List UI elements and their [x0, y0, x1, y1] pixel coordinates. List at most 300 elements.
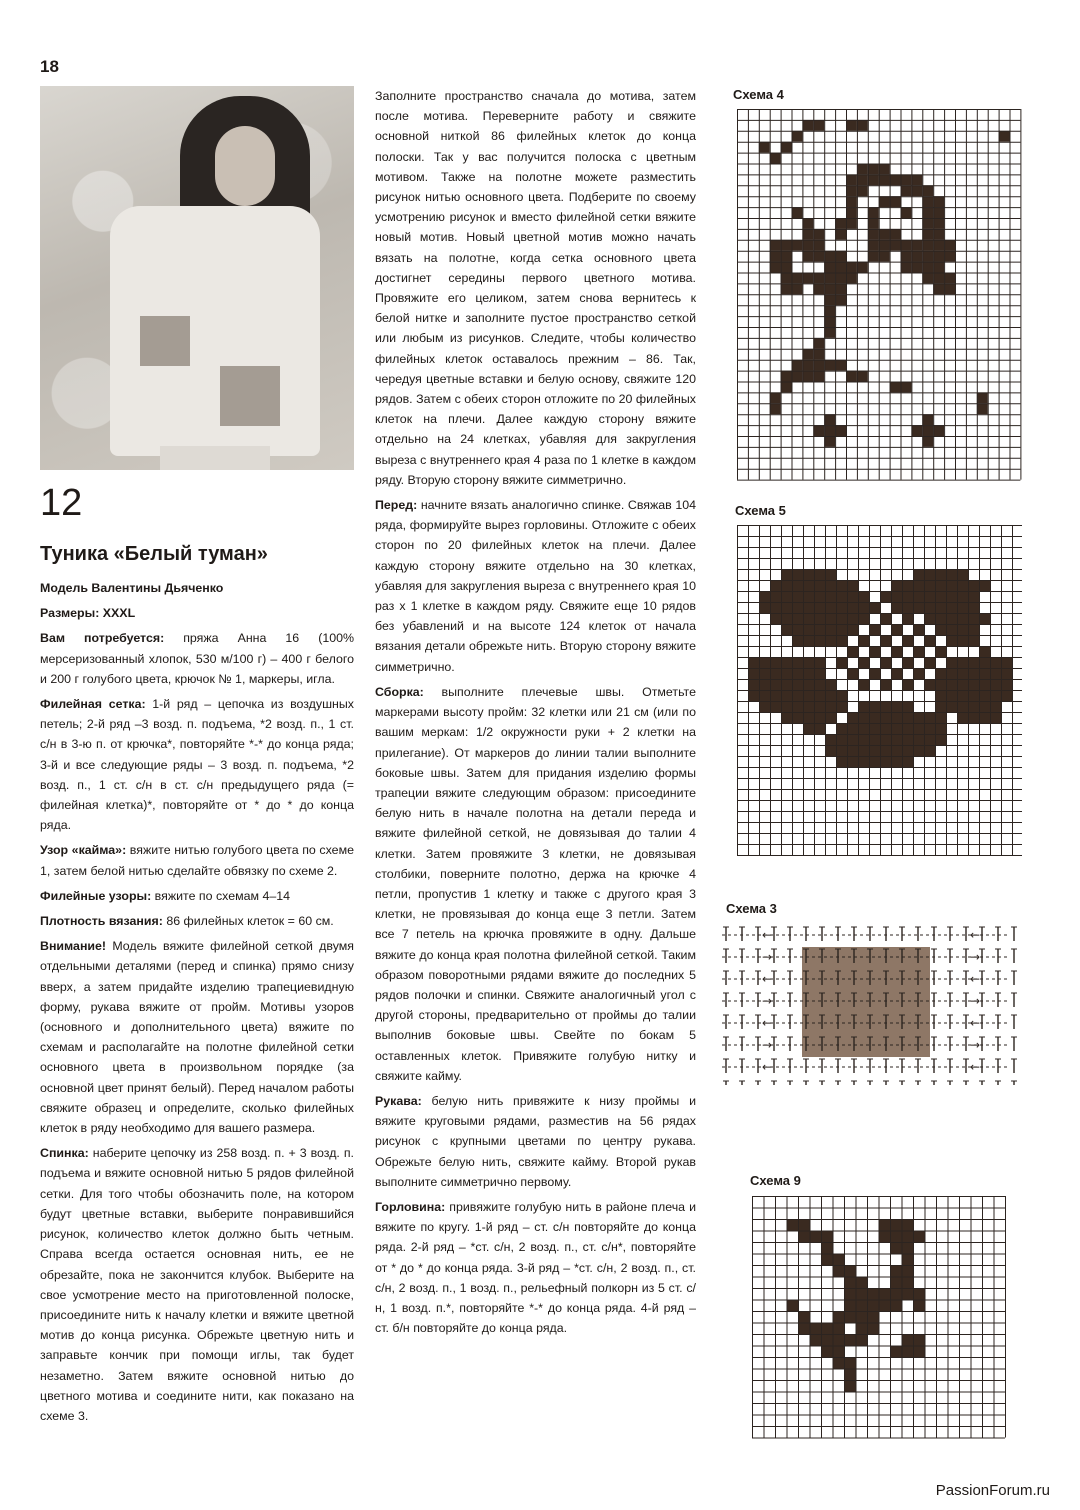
filled-cell: [868, 229, 879, 240]
filled-cell: [792, 371, 803, 382]
filled-cell: [825, 624, 836, 635]
filled-cell: [879, 1219, 891, 1231]
filled-cell: [946, 602, 957, 613]
filled-cell: [913, 624, 924, 635]
filled-cell: [869, 646, 880, 657]
filled-cell: [879, 174, 890, 185]
filled-cell: [847, 646, 858, 657]
filled-cell: [869, 723, 880, 734]
filled-cell: [902, 1265, 914, 1277]
filled-cell: [890, 1300, 902, 1312]
filled-cell: [957, 580, 968, 591]
filled-cell: [836, 756, 847, 767]
filled-cell: [968, 613, 979, 624]
filled-cell: [792, 273, 803, 284]
filled-cell: [814, 701, 825, 712]
filled-cell: [858, 657, 869, 668]
filled-cell: [835, 229, 846, 240]
filled-cell: [913, 723, 924, 734]
filled-cell: [748, 668, 759, 679]
filled-cell: [891, 712, 902, 723]
filled-cell: [836, 701, 847, 712]
filled-cell: [835, 283, 846, 294]
row-arrow: →: [762, 1038, 773, 1052]
filled-cell: [781, 602, 792, 613]
filled-cell: [944, 273, 955, 284]
filled-cell: [935, 624, 946, 635]
row-arrow: ←: [970, 1016, 981, 1030]
filled-cell: [879, 1231, 891, 1243]
filled-cell: [911, 240, 922, 251]
filled-cell: [792, 580, 803, 591]
filled-cell: [901, 251, 912, 262]
filled-cell: [944, 240, 955, 251]
filled-cell: [825, 580, 836, 591]
filled-cell: [935, 580, 946, 591]
filled-cell: [770, 392, 781, 403]
filled-cell: [890, 1219, 902, 1231]
filled-cell: [836, 580, 847, 591]
filled-cell: [891, 745, 902, 756]
filled-cell: [833, 1311, 845, 1323]
filled-cell: [858, 591, 869, 602]
filled-cell: [759, 657, 770, 668]
filled-cell: [922, 207, 933, 218]
filled-cell: [946, 635, 957, 646]
filled-cell: [946, 580, 957, 591]
filled-cell: [902, 723, 913, 734]
filled-cell: [879, 251, 890, 262]
filled-cell: [792, 690, 803, 701]
row-arrow: ←: [762, 928, 773, 942]
filled-cell: [846, 196, 857, 207]
filled-cell: [770, 251, 781, 262]
filled-cell: [922, 436, 933, 447]
filled-cell: [968, 690, 979, 701]
filled-cell: [924, 712, 935, 723]
filled-cell: [846, 273, 857, 284]
filled-cell: [824, 414, 835, 425]
filled-cell: [813, 283, 824, 294]
filled-cell: [833, 1334, 845, 1346]
filled-cell: [933, 218, 944, 229]
filled-cell: [979, 690, 990, 701]
filled-cell: [911, 185, 922, 196]
model-photo: [40, 86, 354, 470]
filled-cell: [890, 1242, 902, 1254]
filled-cell: [846, 120, 857, 131]
filled-cell: [770, 679, 781, 690]
filled-cell: [858, 723, 869, 734]
filled-cell: [880, 734, 891, 745]
filled-cell: [913, 1288, 925, 1300]
section-number: 12: [40, 482, 83, 524]
filled-cell: [858, 756, 869, 767]
filled-cell: [902, 1219, 914, 1231]
filled-cell: [913, 1334, 925, 1346]
filled-cell: [946, 690, 957, 701]
filled-cell: [902, 591, 913, 602]
filled-cell: [824, 316, 835, 327]
filled-cell: [924, 723, 935, 734]
filled-cell: [824, 251, 835, 262]
filled-cell: [847, 591, 858, 602]
filled-cell: [867, 1311, 879, 1323]
filled-cell: [935, 679, 946, 690]
filled-cell: [792, 283, 803, 294]
filled-cell: [770, 668, 781, 679]
filled-cell: [856, 1323, 868, 1335]
filled-cell: [957, 591, 968, 602]
filled-cell: [922, 185, 933, 196]
filled-cell: [922, 240, 933, 251]
filled-cell: [833, 1323, 845, 1335]
filled-cell: [770, 602, 781, 613]
filled-cell: [935, 690, 946, 701]
filled-cell: [770, 580, 781, 591]
article-title: Туника «Белый туман»: [40, 543, 268, 565]
filled-cell: [913, 1346, 925, 1358]
filled-cell: [913, 591, 924, 602]
filled-cell: [781, 712, 792, 723]
filled-cell: [856, 1288, 868, 1300]
filled-cell: [847, 723, 858, 734]
filled-cell: [792, 240, 803, 251]
filled-cell: [844, 1288, 856, 1300]
filled-cell: [968, 701, 979, 712]
filled-cell: [802, 120, 813, 131]
filled-cell: [844, 1277, 856, 1289]
filled-cell: [814, 624, 825, 635]
filled-cell: [802, 371, 813, 382]
filled-cell: [880, 745, 891, 756]
paragraph-text: вяжите по схемам 4–14: [151, 888, 291, 903]
filled-cell: [814, 723, 825, 734]
filled-cell: [836, 690, 847, 701]
filled-cell: [824, 425, 835, 436]
filled-cell: [968, 591, 979, 602]
filled-cell: [792, 701, 803, 712]
filled-cell: [825, 613, 836, 624]
filled-cell: [803, 635, 814, 646]
filled-cell: [833, 1265, 845, 1277]
filled-cell: [968, 580, 979, 591]
filled-cell: [814, 657, 825, 668]
paragraph-label: Внимание!: [40, 939, 107, 954]
filled-cell: [781, 251, 792, 262]
filled-cell: [902, 613, 913, 624]
filled-cell: [810, 1323, 822, 1335]
filled-cell: [946, 613, 957, 624]
filled-cell: [847, 756, 858, 767]
filled-cell: [835, 273, 846, 284]
filled-cell: [821, 1231, 833, 1243]
filled-cell: [990, 668, 1001, 679]
filled-cell: [977, 403, 988, 414]
filled-cell: [825, 679, 836, 690]
filled-cell: [781, 657, 792, 668]
filled-cell: [968, 635, 979, 646]
filled-cell: [748, 690, 759, 701]
filled-cell: [858, 745, 869, 756]
filled-cell: [803, 712, 814, 723]
filled-cell: [759, 142, 770, 153]
scheme-9-chart: [752, 1196, 1012, 1444]
paragraph-label: Спинка:: [40, 1146, 89, 1161]
filled-cell: [844, 1265, 856, 1277]
filled-cell: [979, 580, 990, 591]
filled-cell: [924, 602, 935, 613]
filled-cell: [922, 218, 933, 229]
filled-cell: [835, 262, 846, 273]
filled-cell: [933, 240, 944, 251]
filled-cell: [902, 580, 913, 591]
filled-cell: [821, 1254, 833, 1266]
scheme-9-label: Схема 9: [750, 1173, 801, 1188]
middle-paragraph: [375, 1197, 696, 1338]
filled-cell: [857, 164, 868, 175]
filled-cell: [990, 712, 1001, 723]
filled-cell: [792, 635, 803, 646]
filled-cell: [824, 327, 835, 338]
filled-cell: [813, 120, 824, 131]
filled-cell: [846, 218, 857, 229]
filled-cell: [868, 174, 879, 185]
filled-cell: [933, 425, 944, 436]
filled-cell: [1001, 657, 1012, 668]
filled-cell: [836, 723, 847, 734]
filled-cell: [824, 305, 835, 316]
filled-cell: [913, 745, 924, 756]
filled-cell: [858, 679, 869, 690]
filled-cell: [825, 701, 836, 712]
filled-cell: [844, 1334, 856, 1346]
filled-cell: [946, 591, 957, 602]
filled-cell: [880, 756, 891, 767]
filled-cell: [759, 701, 770, 712]
filled-cell: [781, 668, 792, 679]
filled-cell: [977, 392, 988, 403]
filled-cell: [1001, 668, 1012, 679]
filled-cell: [857, 174, 868, 185]
filled-cell: [803, 580, 814, 591]
filled-cell: [902, 1288, 914, 1300]
filled-cell: [879, 1300, 891, 1312]
filled-cell: [781, 283, 792, 294]
filled-cell: [813, 273, 824, 284]
filled-cell: [856, 1300, 868, 1312]
filled-cell: [814, 690, 825, 701]
filled-cell: [759, 690, 770, 701]
filled-cell: [913, 580, 924, 591]
filled-cell: [825, 602, 836, 613]
filled-cell: [770, 657, 781, 668]
filled-cell: [825, 712, 836, 723]
filled-cell: [869, 756, 880, 767]
left-paragraph: [40, 840, 354, 880]
filled-cell: [792, 602, 803, 613]
filled-cell: [979, 679, 990, 690]
filled-cell: [890, 174, 901, 185]
filled-cell: [781, 690, 792, 701]
filled-cell: [869, 712, 880, 723]
filled-cell: [933, 196, 944, 207]
filled-cell: [821, 1334, 833, 1346]
filled-cell: [924, 591, 935, 602]
filled-cell: [968, 657, 979, 668]
filled-cell: [891, 668, 902, 679]
filled-cell: [858, 602, 869, 613]
filled-cell: [924, 679, 935, 690]
row-arrow: ←: [762, 1060, 773, 1074]
filled-cell: [803, 690, 814, 701]
filled-cell: [759, 602, 770, 613]
filled-cell: [913, 602, 924, 613]
filled-cell: [957, 602, 968, 613]
filled-cell: [935, 569, 946, 580]
filled-cell: [833, 1346, 845, 1358]
filled-cell: [924, 580, 935, 591]
filled-cell: [869, 624, 880, 635]
filled-cell: [787, 1219, 799, 1231]
paragraph-text: Заполните пространство сначала до мотива, затем после мотива. Переверните работу и свяжите основной ниткой 86 филейных клеток до конца полоски. Так у вас получится полоска с цветным мотивом. Также на полотне можете разместить рисунок нитью основного цвета. Подберите по своему усмотрению рисунок и вместо филейной сетки вяжите новый мотив. Новый цветной мотив можно начать вязать на полотне, когда сетка основного цвета достигнет середины первого цветного мотива. Провяжите его целиком, затем снова вернитесь к белой нитке и заполните пустое пространство сеткой или любым из рисунков. Следите, чтобы количество филейных клеток оставалось прежним – 86. Так, чередуя цветные вставки и белую основу, свяжите 120 рядов. Затем с обеих сторон отложите по 20 филейных клеток на плечи. Далее каждую сторону вяжите отдельно на 24 клетках, убавляя для закругления выреза с внутреннего края 4 раза по 1 клетке в каждом ряду. Вторую сторону вяжите симметрично.: [375, 89, 696, 487]
filled-cell: [759, 591, 770, 602]
filled-cell: [890, 240, 901, 251]
filled-cell: [857, 185, 868, 196]
filled-cell: [869, 734, 880, 745]
filled-cell: [846, 174, 857, 185]
filled-cell: [946, 679, 957, 690]
filled-cell: [813, 425, 824, 436]
filled-cell: [781, 679, 792, 690]
filled-cell: [880, 657, 891, 668]
filled-cell: [902, 1254, 914, 1266]
paragraph-label: Вам потребуется:: [40, 631, 165, 646]
left-paragraph: [40, 886, 354, 906]
filled-cell: [836, 734, 847, 745]
filled-cell: [748, 657, 759, 668]
filled-cell: [924, 635, 935, 646]
filled-cell: [924, 745, 935, 756]
filled-cell: [813, 360, 824, 371]
filled-cell: [868, 251, 879, 262]
filled-cell: [935, 712, 946, 723]
filled-cell: [922, 229, 933, 240]
paragraph-text: 1-й ряд – цепочка из воздушных петель; 2-й ряд –3 возд. п. подъема, *2 возд. п., 1 ст. с/н в 3-ю п. от крючка*, повторяйте *-* до конца ряда; 3-й и все следующие ряды – 3 возд. п. подъема, *2 возд. п., 1 ст. с/н в ст. с/н предыдущего ряда (= филейная клетка)*, повторяйте от * до * до конца ряда.: [40, 697, 354, 833]
filled-cell: [858, 701, 869, 712]
filled-cell: [835, 425, 846, 436]
filled-cell: [1001, 679, 1012, 690]
filled-cell: [913, 646, 924, 657]
filled-cell: [891, 756, 902, 767]
filled-cell: [999, 131, 1010, 142]
filled-cell: [781, 262, 792, 273]
filled-cell: [781, 591, 792, 602]
filled-cell: [890, 1277, 902, 1289]
filled-cell: [879, 229, 890, 240]
sizes: Размеры: XXXL: [40, 606, 136, 621]
filled-cell: [901, 174, 912, 185]
filled-cell: [891, 646, 902, 657]
filled-cell: [902, 1231, 914, 1243]
filled-cell: [770, 403, 781, 414]
row-arrow: ←: [970, 972, 981, 986]
filled-cell: [847, 712, 858, 723]
filled-cell: [911, 174, 922, 185]
filled-cell: [902, 701, 913, 712]
filled-cell: [879, 164, 890, 175]
filled-cell: [833, 1254, 845, 1266]
filled-cell: [821, 1346, 833, 1358]
filled-cell: [814, 635, 825, 646]
filled-cell: [944, 251, 955, 262]
left-paragraph: [40, 628, 354, 689]
filled-cell: [781, 580, 792, 591]
filled-cell: [814, 679, 825, 690]
filled-cell: [847, 734, 858, 745]
filled-cell: [869, 701, 880, 712]
filled-cell: [825, 734, 836, 745]
scheme-3-label: Схема 3: [726, 901, 777, 916]
filled-cell: [802, 349, 813, 360]
filled-cell: [781, 142, 792, 153]
scheme-5-chart: [737, 525, 1022, 860]
filled-cell: [957, 712, 968, 723]
filled-cell: [901, 262, 912, 273]
filled-cell: [798, 1323, 810, 1335]
filled-cell: [824, 262, 835, 273]
paragraph-text: наберите цепочку из 258 возд. п. + 3 возд. п. подъема и вяжите основной нитью 5 рядов филейной сетки. Для того чтобы обозначить поле, на котором будут цветные вставки, выберите понравившийся рисунок, количество клеток должно быть четным. Справа всегда остается основная нить, ее не обрезайте, пока не закончится клубок. Выберите на свое усмотрение место на приготовленной полоске, присоедините нить к началу клетки и вяжите цветной мотив до конца рисунка. Обрежьте цветную нить и заправьте кончик при помощи иглы, так будет незаметно. Затем вяжите основной нитью до цветного мотива и соедините нити, как показано на схеме 3.: [40, 1146, 354, 1423]
filled-cell: [802, 251, 813, 262]
row-arrow: ←: [970, 928, 981, 942]
filled-cell: [798, 1219, 810, 1231]
row-arrow: ←: [762, 1016, 773, 1030]
filled-cell: [933, 207, 944, 218]
filled-cell: [803, 624, 814, 635]
filled-cell: [935, 734, 946, 745]
filled-cell: [935, 591, 946, 602]
filled-cell: [781, 273, 792, 284]
filled-cell: [902, 1242, 914, 1254]
filled-cell: [902, 712, 913, 723]
filled-cell: [913, 1300, 925, 1312]
filled-cell: [792, 613, 803, 624]
filled-cell: [902, 1346, 914, 1358]
filled-cell: [781, 569, 792, 580]
row-arrow: →: [762, 994, 773, 1008]
filled-cell: [787, 1300, 799, 1312]
filled-cell: [858, 712, 869, 723]
filled-cell: [869, 745, 880, 756]
filled-cell: [867, 1300, 879, 1312]
filled-cell: [824, 294, 835, 305]
filled-cell: [946, 624, 957, 635]
filled-cell: [802, 229, 813, 240]
filled-cell: [891, 701, 902, 712]
filled-cell: [946, 569, 957, 580]
filled-cell: [856, 1311, 868, 1323]
filled-cell: [922, 196, 933, 207]
filled-cell: [879, 196, 890, 207]
filled-cell: [990, 701, 1001, 712]
middle-paragraph: [375, 682, 696, 1086]
filled-cell: [968, 712, 979, 723]
filled-cell: [802, 240, 813, 251]
filled-cell: [847, 613, 858, 624]
filled-cell: [813, 251, 824, 262]
filled-cell: [847, 602, 858, 613]
filled-cell: [803, 701, 814, 712]
